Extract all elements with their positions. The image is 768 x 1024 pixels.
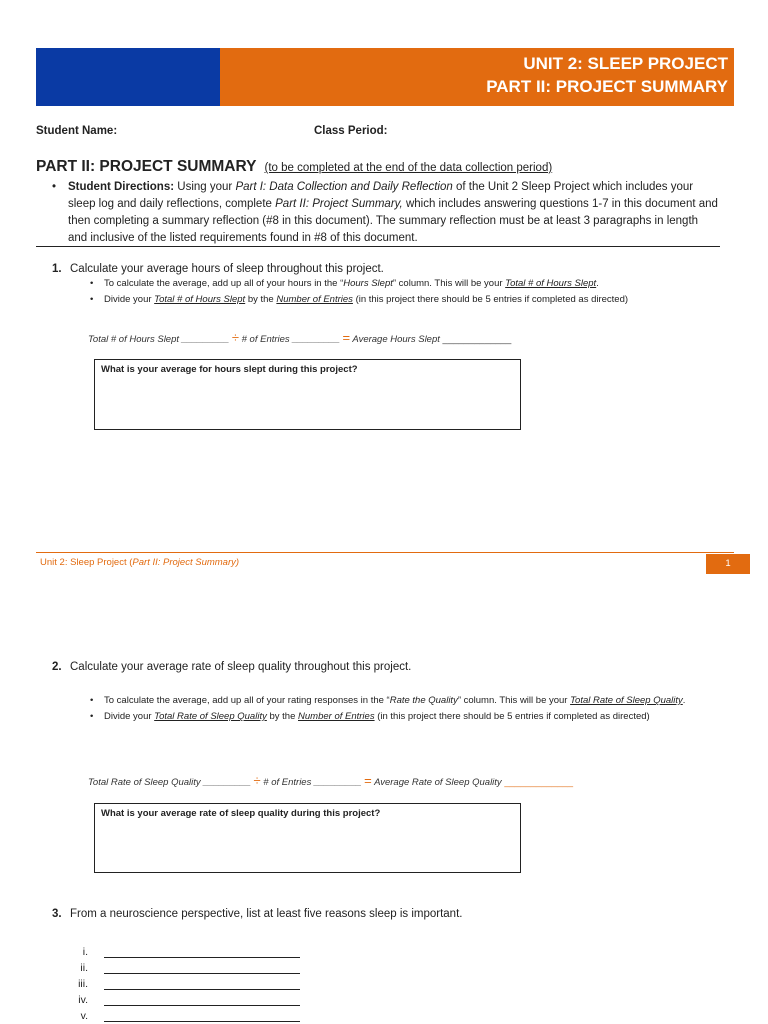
answer-line[interactable] <box>104 957 300 958</box>
footer-text-b: Part II: Project Summary) <box>132 557 240 568</box>
q2-b2-total: Total Rate of Sleep Quality <box>154 711 267 722</box>
page-number: 1 <box>706 554 750 574</box>
directions-text-b: of the Unit 2 Sleep Project which includes your sleep log and daily reflections, complete <box>68 181 694 210</box>
question-1-bullet-1 <box>90 277 724 291</box>
q2-b2-entries: Number of Entries <box>298 711 375 722</box>
q1-b1-column: Hours Slept <box>343 278 393 289</box>
list-item-numeral: iv. <box>78 994 88 1006</box>
q2-b2-text-c: (in this project there should be 5 entries if completed as directed) <box>377 711 650 722</box>
q2-b1-end: . <box>682 695 686 706</box>
q2-b2-text: Divide your <box>104 711 152 722</box>
list-item-numeral: iii. <box>78 978 88 990</box>
bullet-dot-icon: • <box>90 711 94 722</box>
bullet-dot-icon: • <box>52 181 57 193</box>
section-heading <box>36 158 552 176</box>
q1-b1-end: . <box>596 278 599 289</box>
question-1-formula <box>88 330 511 345</box>
question-1-bullet-2 <box>90 293 724 307</box>
question-2-bullet-1 <box>90 694 708 708</box>
q2-formula-entries: # of Entries _________ <box>263 777 362 788</box>
divide-icon: ÷ <box>253 773 261 788</box>
section-subtitle: (to be completed at the end of the data collection period) <box>264 162 553 174</box>
list-item-numeral: ii. <box>80 962 88 974</box>
student-name-label: Student Name: <box>36 125 118 137</box>
answer-line[interactable] <box>104 973 300 974</box>
directions-label: Student Directions: <box>68 181 175 193</box>
question-2-bullet-2 <box>90 710 708 724</box>
banner-blue-block <box>36 48 220 106</box>
list-item <box>62 958 322 974</box>
list-item <box>62 990 322 1006</box>
question-2-text: Calculate your average rate of sleep quality throughout this project. <box>70 661 412 673</box>
question-2-bullets <box>90 694 708 724</box>
q2-b2-text-b: by the <box>269 711 296 722</box>
question-2-number: 2. <box>52 661 62 673</box>
question-1-number: 1. <box>52 263 62 275</box>
directions-ref-part2: Part II: Project Summary, <box>275 198 403 210</box>
question-3-number: 3. <box>52 908 62 920</box>
student-directions <box>52 179 720 247</box>
q1-formula-average-blank[interactable]: _____________ <box>442 334 512 345</box>
q1-b1-text-b: ” column. This will be your <box>392 278 503 289</box>
q1-formula-total: Total # of Hours Slept _________ <box>88 334 230 345</box>
banner-title <box>486 52 728 98</box>
directions-ref-part1: Part I: Data Collection and Daily Reflection <box>235 181 453 193</box>
answer-line[interactable] <box>104 989 300 990</box>
footer-divider <box>36 552 734 553</box>
list-item <box>62 1006 322 1022</box>
q1-formula-entries: # of Entries _________ <box>241 334 340 345</box>
q1-b1-text: To calculate the average, add up all of your hours in the “ <box>104 278 344 289</box>
question-2-answer-box[interactable] <box>94 803 521 873</box>
section-divider <box>36 246 720 247</box>
list-item-numeral: i. <box>82 946 88 958</box>
list-item <box>62 974 322 990</box>
page-footer <box>40 557 239 568</box>
list-item-numeral: v. <box>80 1010 88 1022</box>
banner-title-line2: PART II: PROJECT SUMMARY <box>486 77 728 96</box>
q2-b1-text: To calculate the average, add up all of your rating responses in the “ <box>104 695 390 706</box>
q1-b2-text-c: (in this project there should be 5 entries if completed as directed) <box>355 294 629 305</box>
q2-b1-column: Rate the Quality <box>389 695 458 706</box>
question-1-box-prompt: What is your average for hours slept during this project? <box>101 364 358 375</box>
bullet-dot-icon: • <box>90 294 94 305</box>
banner-title-line1: UNIT 2: SLEEP PROJECT <box>523 54 728 73</box>
section-title: PART II: PROJECT SUMMARY <box>36 158 257 175</box>
footer-text-a: Unit 2: Sleep Project ( <box>40 557 133 568</box>
list-item <box>62 942 322 958</box>
equals-icon: = <box>364 773 372 788</box>
directions-text-c: which includes answering questions 1-7 in this document and then completing a summary reflection (#8 in this document). The summary reflection must be at least 3 paragraphs in length and inclusive of the listed requirements found in #8 of this document. <box>68 198 718 244</box>
divide-icon: ÷ <box>231 330 239 345</box>
question-1-bullets <box>90 277 724 307</box>
class-period-label: Class Period: <box>314 125 388 137</box>
question-1-answer-box[interactable] <box>94 359 521 430</box>
directions-text-a: Using your <box>177 181 233 193</box>
question-2-formula <box>88 773 573 788</box>
q2-formula-average: Average Rate of Sleep Quality <box>374 777 502 788</box>
question-3-text: From a neuroscience perspective, list at least five reasons sleep is important. <box>70 908 463 920</box>
bullet-dot-icon: • <box>90 278 94 289</box>
q2-b1-total: Total Rate of Sleep Quality <box>570 695 683 706</box>
answer-line[interactable] <box>104 1005 300 1006</box>
q2-b1-text-b: ” column. This will be your <box>457 695 568 706</box>
q2-formula-average-blank[interactable]: _____________ <box>504 777 574 788</box>
q1-b2-text-b: by the <box>247 294 274 305</box>
question-1 <box>52 263 384 275</box>
answer-line[interactable] <box>104 1021 300 1022</box>
q1-b2-entries: Number of Entries <box>276 294 353 305</box>
question-2 <box>52 661 411 673</box>
equals-icon: = <box>342 330 351 345</box>
q1-b1-total: Total # of Hours Slept <box>505 278 597 289</box>
question-3-list <box>62 942 322 1022</box>
q1-b2-total: Total # of Hours Slept <box>154 294 246 305</box>
q2-formula-total: Total Rate of Sleep Quality _________ <box>88 777 251 788</box>
question-3 <box>52 908 462 920</box>
question-2-box-prompt: What is your average rate of sleep quality during this project? <box>101 808 381 819</box>
q1-formula-average: Average Hours Slept <box>352 334 440 345</box>
question-1-text: Calculate your average hours of sleep throughout this project. <box>70 263 384 275</box>
bullet-dot-icon: • <box>90 695 94 706</box>
q1-b2-text: Divide your <box>104 294 152 305</box>
